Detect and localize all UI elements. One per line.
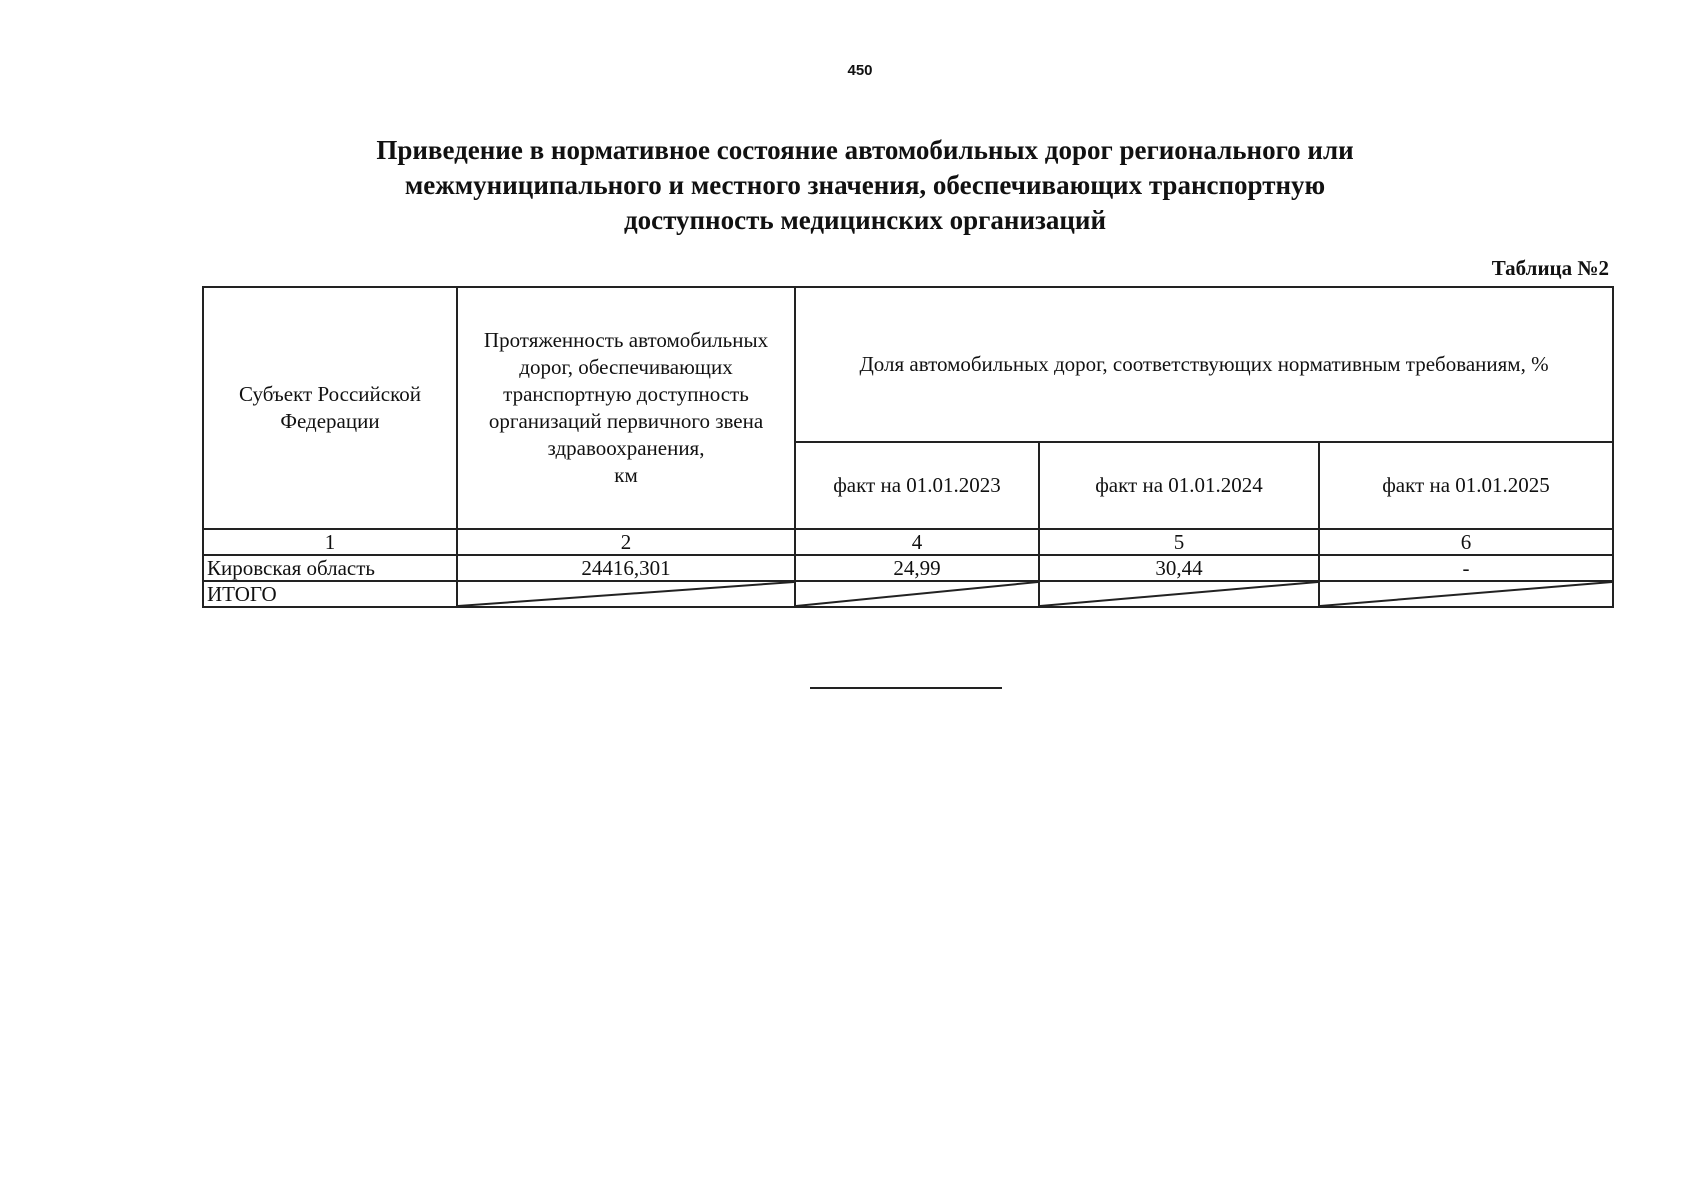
column-number: 6 (1319, 529, 1613, 555)
header-length-line: Протяженность автомобильных (483, 328, 769, 352)
cell-crossed-out (1319, 581, 1613, 607)
header-subject-line: Федерации (280, 409, 380, 433)
cell-fact-2024: 30,44 (1039, 555, 1319, 581)
cell-total-label: ИТОГО (203, 581, 457, 607)
header-fact-2023: факт на 01.01.2023 (795, 442, 1039, 529)
diagonal-line (1320, 582, 1612, 606)
cell-length: 24416,301 (457, 555, 795, 581)
title-line: Приведение в нормативное состояние автомобильных дорог регионального или (376, 135, 1354, 165)
header-length-line: дорог, обеспечивающих (519, 355, 733, 379)
header-subject (203, 287, 457, 529)
column-number: 1 (203, 529, 457, 555)
diagonal-line (796, 582, 1038, 606)
column-number: 5 (1039, 529, 1319, 555)
cell-crossed-out (457, 581, 795, 607)
table-label: Таблица №2 (1491, 256, 1609, 280)
header-length (457, 287, 795, 529)
header-subject-line: Субъект Российской (239, 382, 421, 406)
header-fact-2024: факт на 01.01.2024 (1039, 442, 1319, 529)
cell-fact-2025: - (1319, 555, 1613, 581)
column-number: 4 (795, 529, 1039, 555)
diagonal-line (1040, 582, 1318, 606)
header-share: Доля автомобильных дорог, соответствующих нормативным требованиям, % (795, 287, 1613, 442)
title-line: межмуниципального и местного значения, обеспечивающих транспортную (404, 170, 1326, 200)
column-number: 2 (457, 529, 795, 555)
header-fact-2025: факт на 01.01.2025 (1319, 442, 1613, 529)
cell-crossed-out (795, 581, 1039, 607)
cell-subject: Кировская область (203, 555, 457, 581)
header-length-line: км (614, 463, 638, 487)
header-length-line: транспортную доступность (503, 382, 749, 406)
page-number: 450 (847, 62, 873, 79)
cell-crossed-out (1039, 581, 1319, 607)
header-length-line: организаций первичного звена (488, 409, 764, 433)
table-row (203, 555, 1613, 581)
end-rule (810, 687, 1002, 689)
total-row (203, 581, 1613, 607)
header-length-line: здравоохранения, (547, 436, 705, 460)
diagonal-line (458, 582, 794, 606)
title-line: доступность медицинских организаций (623, 205, 1107, 235)
cell-fact-2023: 24,99 (795, 555, 1039, 581)
data-table (202, 286, 1614, 608)
document-title (200, 133, 1530, 238)
